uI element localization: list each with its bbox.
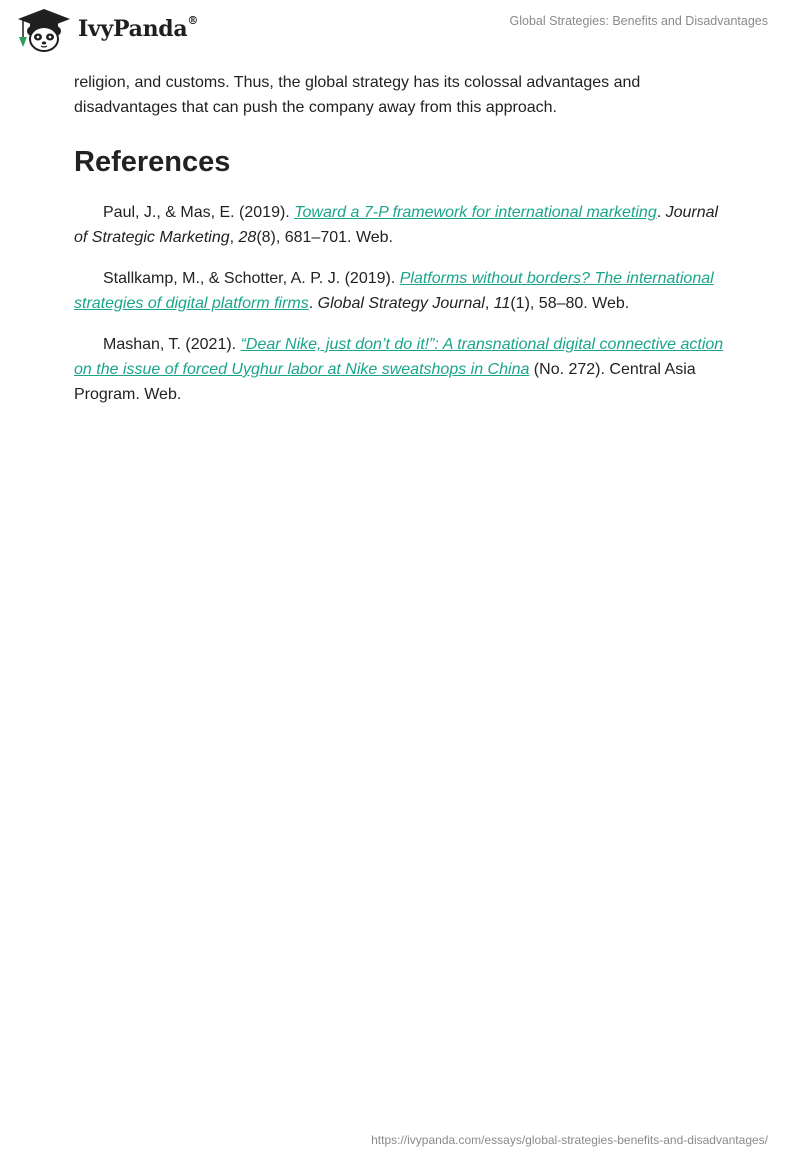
references-heading: References: [74, 146, 231, 178]
body-paragraph: religion, and customs. Thus, the global strategy has its colossal advantages and disadvantages that can push the company away from this approach.: [74, 74, 641, 116]
reference-link[interactable]: Toward a 7-P framework for international marketing: [294, 204, 657, 221]
document-body: [74, 70, 726, 423]
reference-item: Stallkamp, M., & Schotter, A. P. J. (2019). Platforms without borders? The international strategies of digital platform firms. Global Strategy Journal, 11(1), 58–80. Web.: [74, 270, 714, 312]
reference-link[interactable]: “Dear Nike, just don’t do it!”: A transnational digital connective action on the issue of forced Uyghur labor at Nike sweatshops in China: [74, 336, 724, 378]
reference-link[interactable]: Platforms without borders? The international strategies of digital platform firms: [74, 270, 714, 312]
running-title: Global Strategies: Benefits and Disadvantages: [509, 14, 768, 28]
brand-name: IvyPanda®: [78, 13, 199, 42]
footer-url[interactable]: https://ivypanda.com/essays/global-strategies-benefits-and-disadvantages/: [371, 1133, 768, 1147]
reference-item: Paul, J., & Mas, E. (2019). Toward a 7-P framework for international marketing. Journal of Strategic Marketing, 28(8), 681–701. Web.: [74, 204, 719, 246]
ivypanda-logo[interactable]: [14, 8, 198, 52]
page-header: [0, 0, 800, 60]
panda-graduation-cap-icon: [14, 7, 74, 53]
reference-item: Mashan, T. (2021). “Dear Nike, just don’t do it!”: A transnational digital connective action on the issue of forced Uyghur labor at Nike sweatshops in China (No. 272). Central Asia Program. Web.: [74, 336, 724, 403]
